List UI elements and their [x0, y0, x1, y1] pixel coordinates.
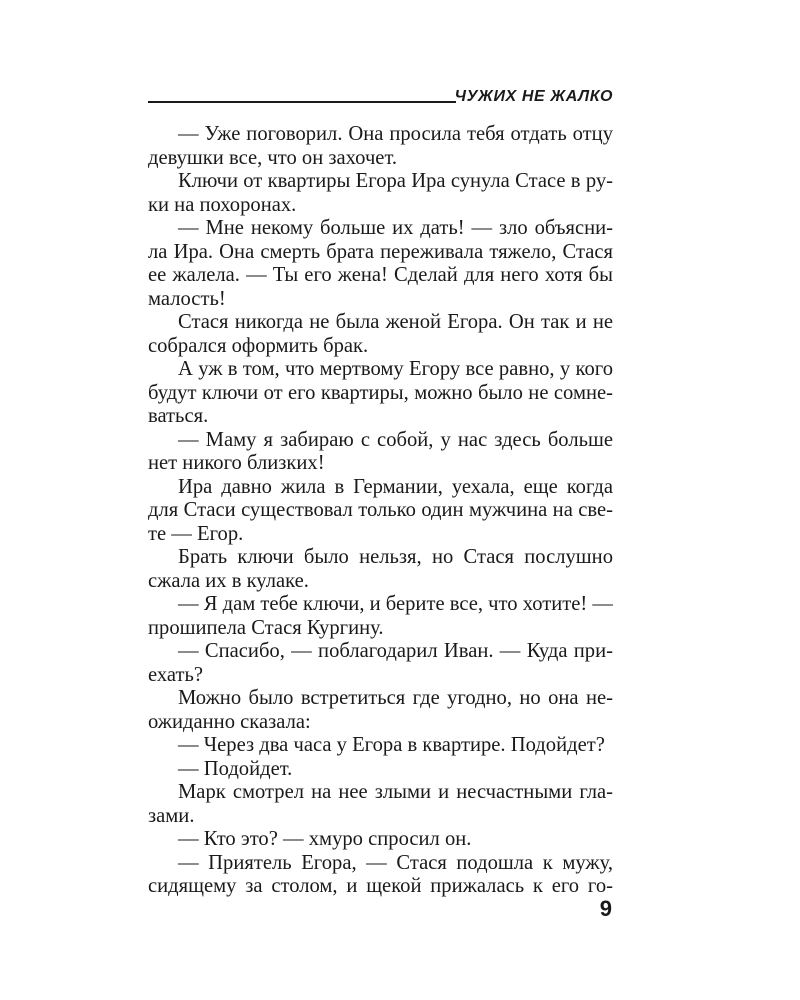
page-number: 9: [599, 896, 612, 921]
text-line: ожиданно сказала:: [148, 710, 311, 733]
text-line: ехать?: [148, 663, 204, 686]
text-line: собрался оформить брак.: [148, 334, 369, 357]
text-line: — Приятель Егора, — Стася подошла к мужу,: [178, 851, 613, 874]
text-line: — Подойдет.: [178, 757, 293, 780]
text-line: Ключи от квартиры Егора Ира сунула Стасе в ру-: [178, 170, 613, 192]
text-line: малость!: [148, 287, 226, 310]
header-rule: [148, 101, 456, 103]
text-line: ваться.: [148, 405, 209, 427]
running-title: ЧУЖИХ НЕ ЖАЛКО: [454, 88, 613, 105]
text-line: — Через два часа у Егора в квартире. Подойдет?: [178, 734, 605, 756]
body-text: [148, 123, 613, 899]
text-line: — Кто это? — хмуро спросил он.: [178, 828, 472, 850]
text-line: ее жалела. — Ты его жена! Сделай для него хотя бы: [148, 264, 613, 286]
text-line: ки на похоронах.: [148, 193, 297, 216]
text-line: будут ключи от его квартиры, можно было не сомне-: [148, 381, 613, 404]
text-line: сжала их в кулаке.: [148, 569, 309, 592]
text-line: Брать ключи было нельзя, но Стася послушно: [178, 546, 613, 568]
text-line: нет никого близких!: [148, 452, 325, 474]
text-line: — Мне некому больше их дать! — зло объясни-: [178, 217, 613, 239]
running-header: [148, 84, 613, 108]
text-line: — Я дам тебе ключи, и берите все, что хотите! —: [178, 593, 613, 615]
text-line: девушки все, что он захочет.: [148, 146, 398, 169]
text-line: Можно было встретиться где угодно, но она не-: [178, 687, 613, 709]
text-line: Стася никогда не была женой Егора. Он так и не: [178, 311, 613, 333]
text-line: — Маму я забираю с собой, у нас здесь больше: [178, 428, 613, 451]
text-line: А уж в том, что мертвому Егору все равно, у кого: [178, 358, 613, 380]
text-line: Марк смотрел на нее злыми и несчастными гла-: [178, 781, 613, 803]
text-line: — Спасибо, — поблагодарил Иван. — Куда при-: [178, 640, 613, 662]
text-line: Ира давно жила в Германии, уехала, еще когда: [178, 475, 613, 498]
text-line: ла Ира. Она смерть брата переживала тяжело, Стася: [148, 240, 613, 263]
text-line: те — Егор.: [148, 522, 244, 545]
text-line: — Уже поговорил. Она просила тебя отдать отцу: [178, 123, 613, 145]
text-line: сидящему за столом, и щекой прижалась к его го-: [148, 875, 613, 897]
text-line: для Стаси существовал только один мужчина на све-: [148, 499, 613, 521]
text-line: зами.: [148, 804, 195, 827]
text-line: прошипела Стася Кургину.: [148, 616, 384, 639]
